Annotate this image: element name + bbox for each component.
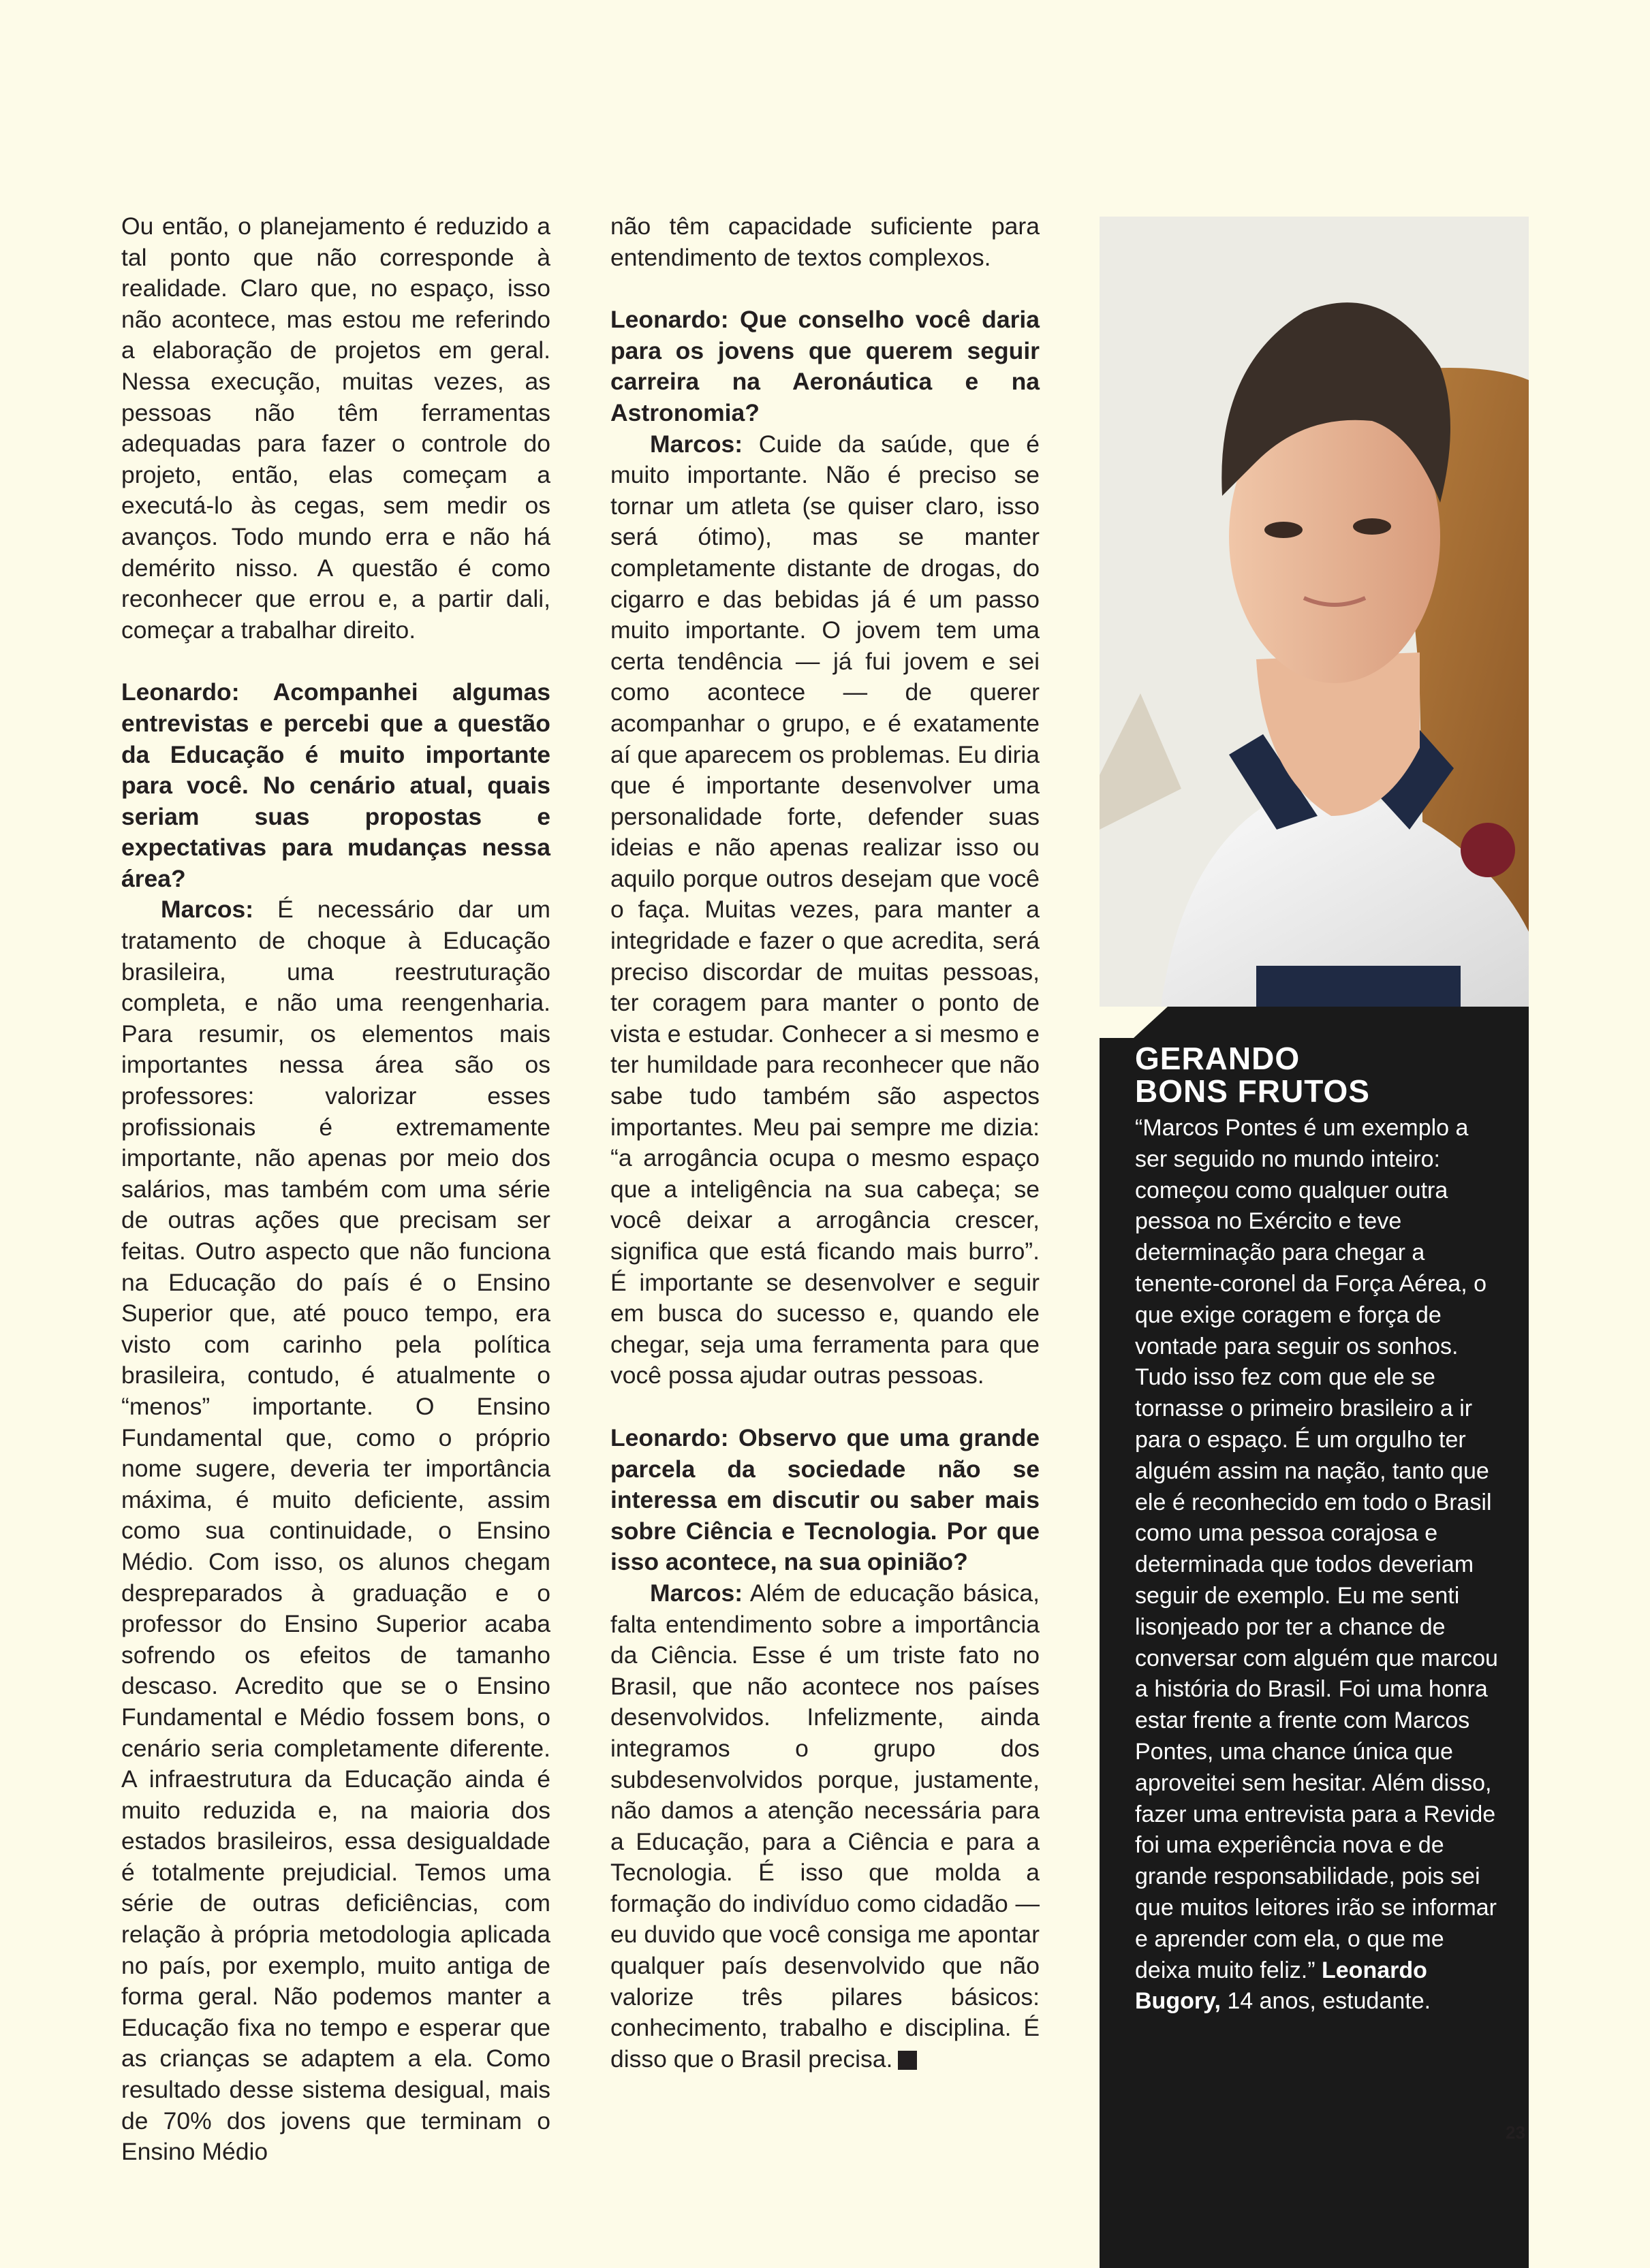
paragraph: não têm capacidade suficiente para entendimento de textos complexos.	[610, 212, 1040, 271]
quote-author-info: 14 anos, estudante.	[1220, 1988, 1431, 2015]
answer-text: Além de educação básica, falta entendimento sobre a importância da Ciência. Esse é um triste fato no Brasil, que não acontece nos países desenvolvidos. Infelizmente, ainda integramos o grupo dos subdesenvolvidos porque, justamente, não damos a atenção necessária para a Educação, para a Ciência e para a Tecnologia. É isso que molda a formação do indivíduo como cidadão — eu duvido que você consiga me apontar qualquer país desenvolvido que não valorize três pilares básicos: conhecimento, trabalho e disciplina. É disso que o Brasil precisa.	[610, 1579, 1040, 2073]
sidebar-title	[1135, 1042, 1503, 1107]
interview-answer	[610, 1578, 1040, 2075]
sidebar-box	[1100, 1007, 1529, 2268]
portrait-illustration	[1100, 217, 1529, 1007]
interview-answer	[121, 894, 550, 2167]
interview-question: Leonardo: Que conselho você daria para os jovens que querem seguir carreira na Aeronáutica e na Astronomia?	[610, 306, 1040, 426]
sidebar-title-line1: GERANDO	[1135, 1041, 1301, 1076]
page-number: 23	[1506, 2122, 1525, 2143]
interview-question: Leonardo: Observo que uma grande parcela da sociedade não se interessa em discutir ou saber mais sobre Ciência e Tecnologia. Por que isso acontece, na sua opinião?	[610, 1423, 1040, 1576]
interview-question: Leonardo: Acompanhei algumas entrevistas e percebi que a questão da Educação é muito importante para você. No cenário atual, quais seriam suas propostas e expectativas para mudanças nessa área?	[121, 678, 550, 892]
article-column-middle	[610, 211, 1040, 2075]
sidebar-content	[1135, 1042, 1503, 2017]
sidebar-title-line2: BONS FRUTOS	[1135, 1073, 1370, 1109]
interview-answer	[610, 429, 1040, 1391]
paragraph: Ou então, o planejamento é reduzido a tal ponto que não corresponde à realidade. Claro que, no espaço, isso não acontece, mas estou me referindo a elaboração de projetos em geral. Nessa execução, muitas vezes, as pessoas não têm ferramentas adequadas para fazer o controle do projeto, então, elas começam a executá-lo às cegas, sem medir os avanços. Todo mundo erra e não há demérito nisso. A questão é como reconhecer que errou e, a partir dali, começar a trabalhar direito.	[121, 212, 550, 644]
answer-text: Cuide da saúde, que é muito importante. Não é preciso se tornar um atleta (se quiser claro, isso será ótimo), mas se manter completamente distante de drogas, do cigarro e das bebidas já é um passo muito importante. O jovem tem uma certa tendência — já fui jovem e sei como acontece — de querer acompanhar o grupo, e é exatamente aí que aparecem os problemas. Eu diria que é importante desenvolver uma personalidade forte, defender suas ideias e não apenas realizar isso ou aquilo porque outros desejam que você o faça. Muitas vezes, para manter a integridade e fazer o que acredita, será preciso discordar de muitas pessoas, ter coragem para manter o ponto de vista e estudar. Conhecer a si mesmo e ter humildade para reconhecer que não sabe tudo também são aspectos importantes. Meu pai sempre me dizia: “a arrogância ocupa o mesmo espaço que a inteligência na sua cabeça; se você deixar a arrogância crescer, significa que está ficando mais burro”. É importante se desenvolver e seguir em busca do sucesso e, quando ele chegar, seja uma ferramenta para que você possa ajudar outras pessoas.	[610, 430, 1040, 1389]
speaker-name: Marcos:	[161, 896, 254, 924]
speaker-name: Marcos:	[650, 430, 743, 458]
quote-author: Leonardo Bugory,	[1135, 1957, 1427, 2015]
sidebar-quote	[1135, 1113, 1503, 2017]
speaker-name: Marcos:	[650, 1579, 743, 1607]
article-column-left	[121, 211, 550, 2168]
portrait-photo	[1100, 217, 1529, 1007]
end-of-article-icon: r	[898, 2051, 917, 2070]
answer-text: É necessário dar um tratamento de choque à Educação brasileira, uma reestruturação completa, e não uma reengenharia. Para resumir, os elementos mais importantes nessa área são os professores: valorizar esses profissionais é extremamente importante, não apenas por meio dos salários, mas também com uma série de outras ações que precisam ser feitas. Outro aspecto que não funciona na Educação do país é o Ensino Superior que, até pouco tempo, era visto com carinho pela política brasileira, contudo, é atualmente o “menos” importante. O Ensino Fundamental que, como o próprio nome sugere, deveria ter importância máxima, é muito deficiente, assim como sua continuidade, o Ensino Médio. Com isso, os alunos chegam despreparados à graduação e o professor do Ensino Superior acaba sofrendo os efeitos de tamanho descaso. Acredito que se o Ensino Fundamental e Médio fossem bons, o cenário seria completamente diferente. A infraestrutura da Educação ainda é muito reduzida e, na maioria dos estados brasileiros, essa desigualdade é totalmente prejudicial. Temos uma série de outras deficiências, com relação à própria metodologia aplicada no país, por exemplo, muito antiga de forma geral. Não podemos manter a Educação fixa no tempo e esperar que as crianças se adaptem a ela. Como resultado desse sistema desigual, mais de 70% dos jovens que terminam o Ensino Médio	[121, 896, 550, 2166]
quote-text: “Marcos Pontes é um exemplo a ser seguido no mundo inteiro: começou como qualquer outra pessoa no Exército e teve determinação para chegar a tenente-coronel da Força Aérea, o que exige coragem e força de vontade para seguir os sonhos. Tudo isso fez com que ele se tornasse o primeiro brasileiro a ir para o espaço. É um orgulho ter alguém assim na nação, tanto que ele é reconhecido em todo o Brasil como uma pessoa corajosa e determinada que todos deveriam seguir de exemplo. Eu me senti lisonjeado por ter a chance de conversar com alguém que marcou a história do Brasil. Foi uma honra estar frente a frente com Marcos Pontes, uma chance única que aproveitei sem hesitar. Além disso, fazer uma entrevista para a Revide foi uma experiência nova e de grande responsabilidade, pois sei que muitos leitores irão se informar e aprender com ela, o que me deixa muito feliz.”	[1135, 1115, 1498, 1983]
sidebar-notch-decoration	[1100, 1007, 1168, 1038]
